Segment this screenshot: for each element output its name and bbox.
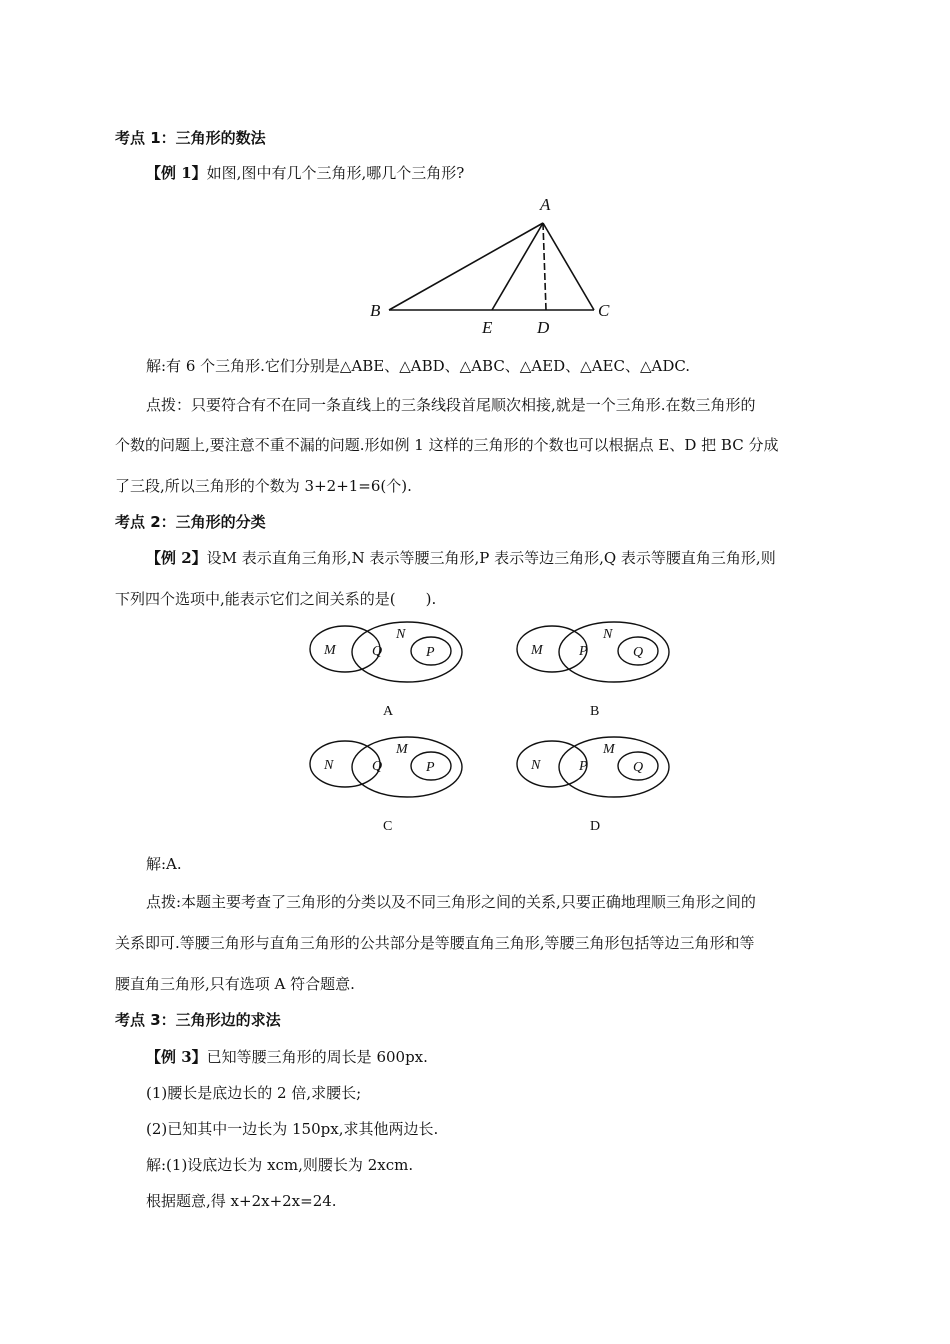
label-b: B: [370, 301, 381, 320]
venn-left-label: M: [324, 643, 336, 658]
tip-1-line-2: 个数的问题上,要注意不重不漏的问题.形如例 1 这样的三角形的个数也可以根据点 E、D 把 BC 分成: [115, 436, 779, 454]
venn-big-set: [559, 622, 669, 682]
solution-1: 解:有 6 个三角形.它们分别是△ABE、△ABD、△ABC、△AED、△AEC、△ADC.: [146, 357, 691, 375]
solution-3: 解:(1)设底边长为 xcm,则腰长为 2xcm.: [146, 1156, 414, 1174]
venn-overlap-label: Q: [372, 759, 383, 774]
label-e: E: [482, 318, 493, 337]
venn-option-b: [517, 622, 677, 722]
tip-2-line-2: 关系即可.等腰三角形与直角三角形的公共部分是等腰直角三角形,等腰三角形包括等边三角形和等: [115, 934, 755, 952]
option-letter: D: [590, 819, 601, 834]
venn-big-label: M: [396, 742, 408, 757]
venn-left-label: M: [531, 643, 543, 658]
venn-left-set: [517, 626, 587, 672]
example-tag: 【例 3】: [146, 1048, 207, 1066]
equation-3: 根据题意,得 x+2x+2x=24.: [146, 1192, 337, 1210]
option-letter: B: [590, 704, 600, 719]
example-text: 如图,图中有几个三角形,哪几个三角形?: [206, 164, 465, 182]
venn-overlap-label: P: [579, 759, 588, 774]
question-2: (2)已知其中一边长为 150px,求其他两边长.: [146, 1120, 439, 1138]
venn-inner-label: P: [426, 645, 435, 660]
venn-left-label: N: [324, 758, 334, 773]
segment-ae: [492, 223, 543, 310]
label-d: D: [537, 318, 550, 337]
example-1: [146, 163, 464, 183]
venn-big-label: N: [396, 627, 406, 642]
tip-1-line-1: 点拨：只要符合有不在同一条直线上的三条线段首尾顺次相接,就是一个三角形.在数三角形的: [146, 396, 756, 414]
segment-ac: [543, 223, 594, 310]
venn-overlap-label: P: [579, 644, 588, 659]
solution-2: 解:A.: [146, 855, 182, 873]
venn-inner-label: Q: [633, 760, 644, 775]
venn-left-set: [310, 626, 383, 672]
section-heading-3: 考点 3：三角形边的求法: [115, 1011, 281, 1029]
venn-overlap-label: Q: [372, 644, 383, 659]
tip-2-line-3: 腰直角三角形,只有选项 A 符合题意.: [115, 975, 355, 993]
label-a: A: [540, 195, 551, 214]
venn-big-set: [352, 622, 462, 682]
venn-option-d: [517, 737, 677, 837]
section-heading-1: 考点 1：三角形的数法: [115, 129, 266, 147]
venn-inner-label: P: [426, 760, 435, 775]
venn-option-c: [310, 737, 470, 837]
example-text: 已知等腰三角形的周长是 600px.: [206, 1048, 428, 1066]
example-3: [146, 1047, 428, 1067]
example-tag: 【例 2】: [146, 549, 207, 567]
segment-ab: [389, 223, 543, 310]
tip-1-line-3: 了三段,所以三角形的个数为 3+2+1=6(个).: [115, 477, 412, 495]
venn-left-set: [310, 741, 383, 787]
venn-left-set: [517, 741, 587, 787]
venn-big-label: M: [603, 742, 615, 757]
tip-2-line-1: 点拨:本题主要考查了三角形的分类以及不同三角形之间的关系,只要正确地理顺三角形之间的: [146, 893, 756, 911]
segment-ad: [543, 223, 546, 310]
venn-option-a: [310, 622, 470, 722]
example-text: 设M 表示直角三角形,N 表示等腰三角形,P 表示等边三角形,Q 表示等腰直角三角形,则: [206, 549, 776, 567]
label-c: C: [598, 301, 610, 320]
example-tag: 【例 1】: [146, 164, 207, 182]
section-heading-2: 考点 2：三角形的分类: [115, 513, 266, 531]
venn-left-label: N: [531, 758, 541, 773]
triangle-figure: [360, 190, 620, 340]
venn-inner-label: Q: [633, 645, 644, 660]
option-letter: A: [383, 704, 394, 719]
venn-big-label: N: [603, 627, 613, 642]
option-letter: C: [383, 819, 393, 834]
question-1: (1)腰长是底边长的 2 倍,求腰长;: [146, 1084, 362, 1102]
example-2-line-2: 下列四个选项中,能表示它们之间关系的是( ).: [115, 590, 437, 608]
example-2-line-1: [146, 548, 776, 568]
